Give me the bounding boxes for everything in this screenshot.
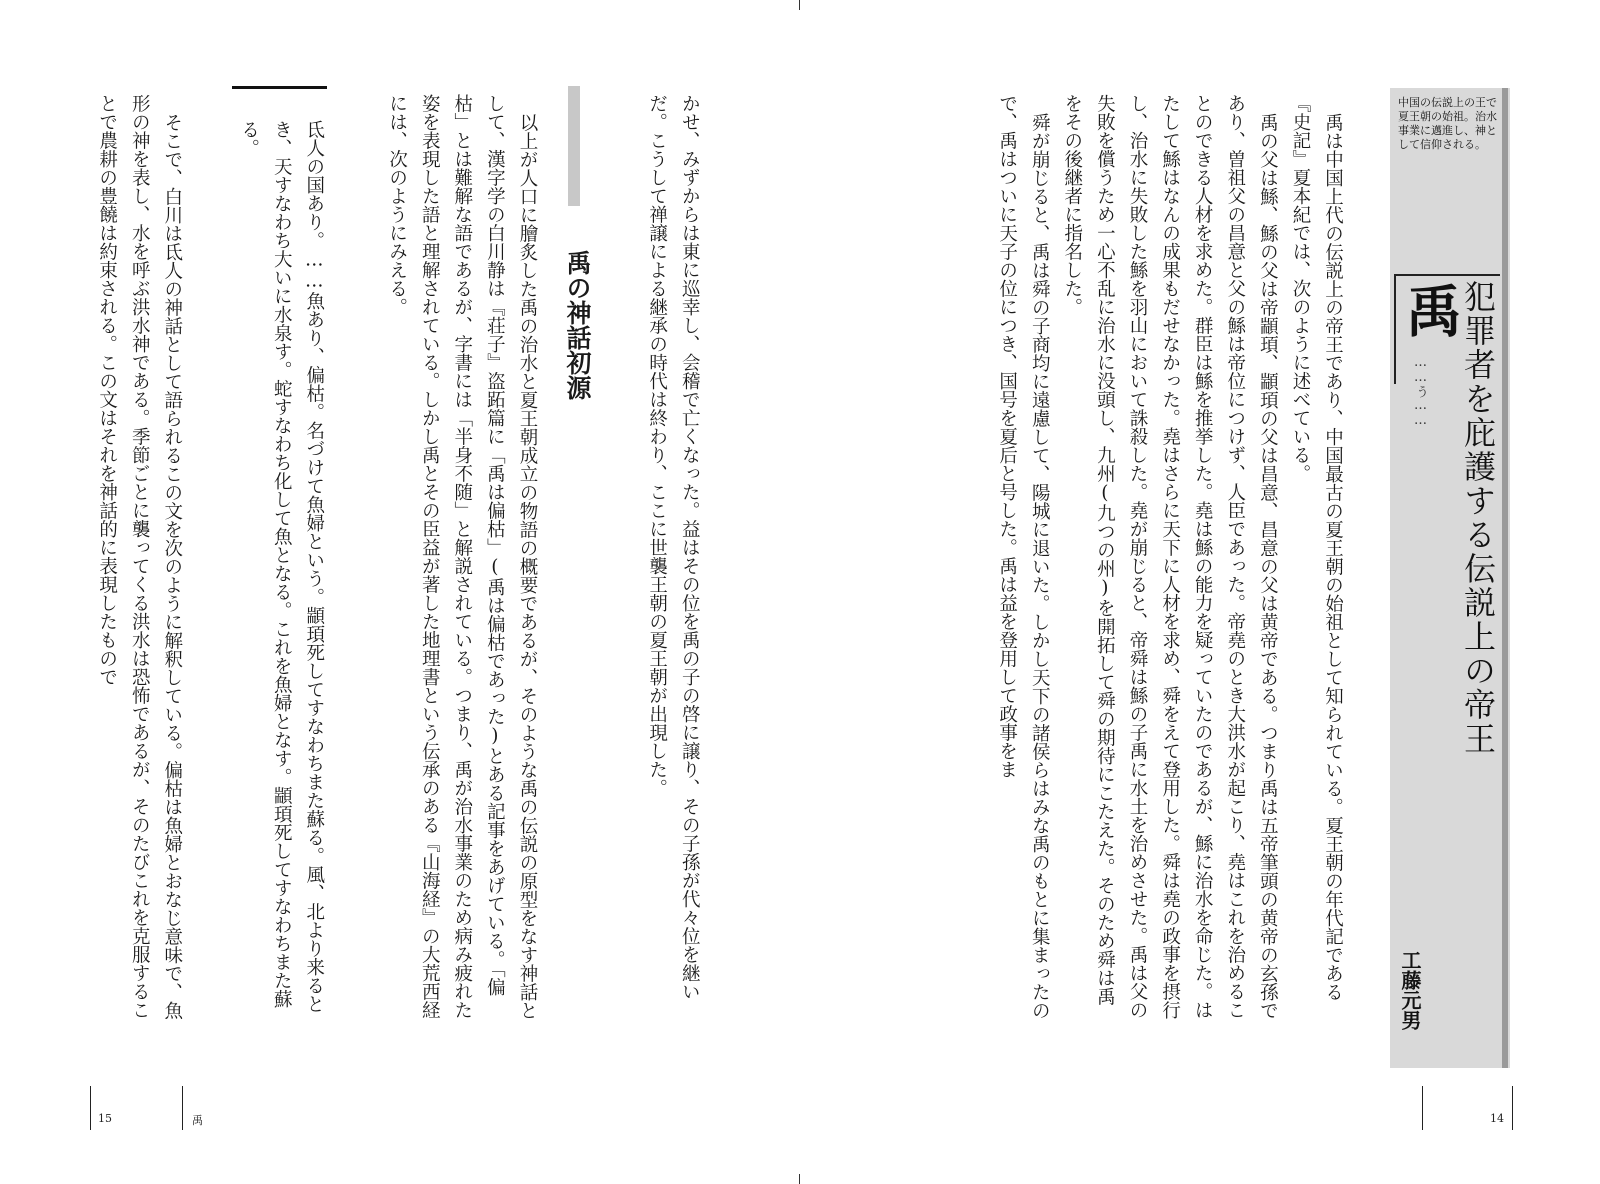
folio-rule [1422,1086,1423,1130]
running-head: 禹 [192,1114,203,1127]
title-rule-vertical [1394,274,1396,384]
paragraph: 以上が人口に膾炙した禹の治水と夏王朝成立の物語の概要であるが、そのような禹の伝説の原型をなす神話として、漢字学の白川静は『荘子』盗跖篇に「禹は偏枯」(禹は偏枯であった)とある記事をあげている。「偏枯」とは難解な語であるが、字書には「半身不随」と解説されている。つまり、禹が治水事業のため病み疲れた姿を表現した語と理解されている。しかし禹とその臣益が著した地理書という伝承のある『山海経』の大荒西経には、次のようにみえる。 [386,94,538,1019]
entry-summary: 中国の伝説上の王で夏王朝の始祖。治水事業に邁進し、神として信仰される。 [1398,96,1497,151]
quote-rule [232,86,327,89]
paragraph: 禹の父は鯀、鯀の父は帝顓頊、顓頊の父は昌意、昌意の父は黄帝である。つまり禹は五帝筆頭の黄帝の玄孫であり、曽祖父の昌意と父の鯀は帝位につけず、人臣であった。帝堯のとき大洪水が起こり、堯はこれを治めることのできる人材を求めた。群臣は鯀を推挙した。堯は鯀の能力を疑っていたのであるが、鯀に治水を命じた。はたして鯀はなんの成果もだせなかった。堯はさらに天下に人材を求め、舜をえて登用した。舜は堯の政事を摂行し、治水に失敗した鯀を羽山において誅殺した。堯が崩じると、帝舜は鯀の子禹に水土を治めさせた。禹は父の失敗を償うため一心不乱に治水に没頭し、九州(九つの州)を開拓して舜の期待にこたえた。そのため舜は禹をその後継者に指名した。 [1061,94,1279,1019]
paragraph: 舜が崩じると、禹は舜の子商均に遠慮して、陽城に退いた。しかし天下の諸侯らはみな禹のもとに集まったので、禹はついに天子の位につき、国号を夏后と号した。禹は益を登用して政事をま [996,94,1051,1019]
block-quote [232,120,330,1020]
crop-mark-bottom [799,1174,800,1184]
title-band-edge [1502,88,1508,1068]
entry-reading: ……う…… [1413,355,1428,428]
folio-rule [90,1086,91,1130]
left-page-continuation [640,94,705,1020]
entry-subtitle: 犯罪者を庇護する伝説上の帝王 [1459,280,1497,756]
paragraph: 禹は中国上代の伝説上の帝王であり、中国最古の夏王朝の始祖として知られている。夏王朝の年代記である『史記』夏本紀では、次のように述べている。 [1289,94,1344,1001]
quote-text: 氐人の国あり。……魚あり、偏枯。名づけて魚婦という。顓頊死してすなわちまた蘇る。風、北より来るとき、天すなわち大いに水泉す。蛇すなわち化して魚となる。これを魚婦となす。顓頊死してすなわちまた蘇る。 [238,120,325,1013]
paragraph: かせ、みずからは東に巡幸し、会稽で亡くなった。益はその位を禹の子の啓に譲り、その子孫が代々位を継いだ。こうして禅譲による継承の時代は終わり、ここに世襲王朝の夏王朝が出現した。 [646,94,701,1001]
paragraph: そこで、白川は氐人の神話として語られるこの文を次のように解釈している。偏枯は魚婦とおなじ意味で、魚形の神を表し、水を呼ぶ洪水神である。季節ごとに襲ってくる洪水は恐怖であるが、そのたびこれを克服することで農耕の豊饒は約束される。この文はそれを神話的に表現したもので [96,94,183,1019]
page-number: 15 [98,1112,112,1125]
section-marker [568,86,580,206]
section-heading: 禹の神話初源 [563,250,592,400]
entry-title: 禹 [1397,282,1463,338]
folio-rule [1512,1086,1513,1130]
author-name: 工藤元男 [1398,950,1422,1030]
right-page-body [990,94,1349,1020]
folio-rule [182,1086,183,1130]
crop-mark-top [799,0,800,10]
page-number: 14 [1490,1112,1504,1125]
title-rule [1394,274,1500,276]
left-page-closing [90,94,188,1020]
left-page-section-body [380,94,543,1020]
